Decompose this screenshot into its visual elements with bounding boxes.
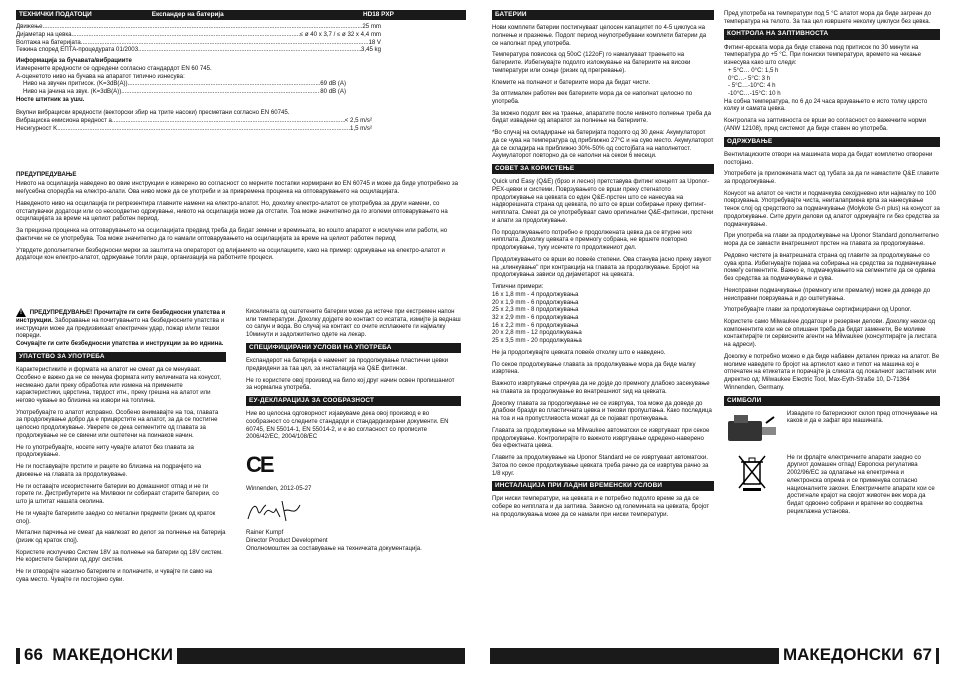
vibration-text: Вкупни вибрациски вредности (векторски збир на трите насоки) пресметани согласно EN 60745.	[16, 109, 290, 117]
spec-row-label: Вибрациска емисиона вредност a	[16, 117, 112, 125]
spec-row-label: Несигурност K	[16, 124, 58, 132]
paragraph: Не ги оставајте искористените батерии во домашниот отпад и не ги горете ги. Дистрибутерите на Милвоки ги собираат старите батерии, со што ја штитат нашата околина.	[16, 482, 219, 506]
paragraph: 32 x 2,9 mm - 6 продолжувања	[492, 314, 579, 322]
seal-text-2: На собна температура, по 6 до 24 часа врзувањето е исто толку цврсто колку и самата цевка.	[724, 97, 928, 113]
left-page-col-1	[16, 10, 466, 266]
paragraph: За прецизна проценка на оптоварувањето на осцилацијата предвид треба да бидат земени и времињата, во кошто апаратот е исклучен или работи, но фактички не се употребува. Тоа може значително да го намали оптоварувањето на осцилацијата за време на целиот работен период	[16, 227, 448, 242]
paragraph: Употребувајте глави за продолжување сертифицирани од Uponor.	[724, 306, 912, 314]
tech-data-model: HD18 PXP	[363, 11, 394, 18]
symbol-row-weee	[724, 454, 940, 516]
paragraph: Не ги чувајте батериите заедно со метални предмети (ризик од краток спој).	[16, 509, 216, 525]
spec-row-value: 69 dB (A)	[320, 80, 346, 88]
paragraph: Метални парчиња не смеат да навлезат во делот за полнење на батерија (ризик од краток спој).	[16, 529, 226, 545]
paragraph: Карактеристиките и формата на алатот не смеат да се менуваат. Особено е важно да не се менува формата ниту величината на конусот, несмеано дали преку обработка или измена на примените карактеристики, цврстина, тврдост итн., преку грешна на алатот или негово чување во близина на извори на топлина.	[16, 366, 221, 404]
spec-row-label: Ниво на јачина на звук. (K=3dB(A))	[23, 88, 122, 95]
spec-text: Експандерот на батерија е наменет за продолжување пластични цевки предвидени за таа цел, за инсталација на Q&E фитинзи.	[246, 357, 449, 372]
symbol-row-battery	[724, 410, 940, 448]
noise-text: Измерените вредности се одредени согласно стандардот EN 60 745.	[16, 64, 212, 72]
battery-remove-icon	[724, 410, 779, 448]
tech-rows	[16, 23, 381, 54]
tech-data-title: ТЕХНИЧКИ ПОДАТОЦИ	[19, 11, 92, 18]
advice-header: СОВЕТ ЗА КОРИСТЕЊЕ	[492, 164, 714, 174]
paragraph: Главите за продолжување на Uponor Standard не се извртуваат автоматски. Затоа по секое продолжување цевката треба рачно да се извртува рачно за 1/8 круг.	[492, 454, 709, 477]
paragraph: Употребете ја приложената маст од тубата за да ги намастите Q&E главите за продолжување.	[724, 170, 939, 185]
spec-row-value: 3,45 kg	[361, 46, 381, 54]
spec-row-value: 80 dB (A)	[320, 88, 346, 95]
caution-block	[16, 308, 226, 348]
paragraph: Клемите на полначот и батериите мора да бидат чисти.	[492, 78, 651, 86]
spec-row	[16, 39, 381, 47]
paragraph: Не ја продолжувајте цевката повеќе отколку што е наведено.	[492, 348, 666, 356]
spec-row-value: 1,5 m/s²	[349, 124, 372, 132]
paragraph: 20 x 2,8 mm - 12 продолжувања	[492, 329, 582, 337]
place-date: Winnenden, 2012-05-27	[246, 485, 312, 492]
spec-row-leader	[57, 125, 350, 133]
spec-row-label: Движење	[16, 23, 43, 31]
cold-header: ИНСТАЛАЦИЈА ПРИ ЛАДНИ ВРЕМЕНСКИ УСЛОВИ	[492, 481, 714, 491]
spec-header: СПЕЦИФИЦИРАНИ УСЛОВИ НА УПОТРЕБА	[246, 343, 461, 353]
left-language-label: МАКЕДОНСКИ	[52, 645, 174, 664]
paragraph: Нивото на осцилација наведено во овие инструкции е измерено во согласност со мерните постапки нормирани во EN 60745 и може да биде употребено за меѓусебна споредба на електро-алати. Ова ниво може да се употреби и за привремена проценка на оптоварувањето на осцилацијата.	[16, 180, 459, 196]
paragraph: Quick und Easy (Q&E) (брзо и лесно) претставува фитинг концепт за Uponor-PEX-цевки и системи. Поврзувањето се врши преку стегнатото продолжување на цевката со еден Q&E-прстен што се нанесува на надворешната страна од цевката, по што се врши собирање преку фитинг-нипплата. Смеат да се употребуваат само оригинални Q&E-фитинзи, прстени и алати за продолжување.	[492, 178, 714, 224]
paragraph: + 5°C… 0°C: 1,5 h	[728, 66, 779, 74]
spec-row	[16, 125, 372, 133]
seal-text-3: Контролата на заптивноста се врши во согласност со важечките норми (ANW 12108), пред системот да биде ставен во употреба.	[724, 117, 926, 132]
paragraph: Користете само Milwaukee додатоци и резервни делови. Доколку некои од компонентите кои не се опишани треба да бидат заменети, Ве молиме контактирајте ги сервисните агенти на Milwaukee (консултирајте ја листата на адреси).	[724, 318, 937, 349]
cold-text: При ниски температури, на цевката и е потребно подолго време за да се собере во нипплата и да заптива. Зависно од големината на цевката, бројот на продолжувања може да се намали при ниски температури.	[492, 495, 710, 518]
caution-bold: Прочитајте ги сите безбедносни упатства и инструкции.	[16, 309, 226, 324]
maintenance-paras	[724, 151, 940, 392]
paragraph: -10°C…-15°C: 10 h	[728, 90, 781, 97]
spec-row	[16, 31, 381, 39]
paragraph: Главата за продолжување на Milwaukee автоматски се извртуваат при секое продолжување. Контролирајте го важното извртување одредено-наверено без ефектната цевка.	[492, 426, 710, 450]
paragraph: Употребувајте го алатот исправно. Особено внимавајте на тоа, главата за продолжување добро да е прицврстите на алатот, за да се постигне целосно продолжување. Уверете се дека сегментите од главата за продолжување не се свиени или оштетени на поинаков начин.	[16, 408, 219, 439]
paragraph: 25 x 2,3 mm - 8 продолжувања	[492, 306, 579, 314]
symbol-text-battery: Извадете го батерискиот склоп пред отпочнување на каков и да е зафат врз машината.	[787, 409, 938, 425]
caution-keep: Сочувајте ги сите безбедносни упатства и инструкции за во иднина.	[16, 340, 224, 348]
paragraph: Не ги отворајте насилно батериите и полначите, и чувајте ги само на сува место. Чувајте ги постојано суви.	[16, 568, 212, 583]
left-footer-label	[20, 645, 177, 665]
spec-row-label: Тежина според ЕПТА-процедурата 01/2003	[16, 46, 139, 54]
spec-row-leader	[81, 39, 369, 47]
paragraph: Температура повисока од 50оС (122оF) го намалуваат траењето на батериите. Избегнувајте подолго изложување на батериите на високи температури или сонце (ризик од прегревање).	[492, 51, 691, 74]
paragraph: 16 x 1,8 mm - 4 продолжувања	[492, 290, 579, 298]
left-page-col-a	[16, 308, 226, 588]
paragraph: Не ги поставувајте прстите и рацете во близина на подрачјето на движење на главата за продолжување.	[16, 463, 202, 478]
acid-warning: Киселината од оштетените батерии може да истече при екстремен напон или температури. Доколку дојдете во контакт со исатата, измијте ја веднаш со сапун и вода. Во случај на контакт со очите исплакнете ги најмалку 10минути и задолжително одете на лекар.	[246, 308, 461, 339]
seal-header: КОНТРОЛА НА ЗАПТИВНОСТА	[724, 29, 940, 39]
paragraph: Продолжувањето се врши во повеќе степени. Ова станува јасно преку звукот на „клинкување" при контракција на главата за продолжување. Бројот на продолжувања зависи од дијаметарот на цевката.	[492, 255, 712, 279]
tech-data-product: Експандер на батерија	[151, 11, 224, 18]
warning-paras	[16, 180, 464, 262]
signer-role: Director Product Development	[246, 537, 328, 545]
caution-text: Заборавање на почитувањето на безбедносните упатства и инструкции може да предизвикаат електричен удар, пожар и/или тешки повреди.	[16, 317, 225, 340]
spec-row-value: ≤ ø 40 x 3,7 / ≤ ø 32 x 4,4 mm	[299, 30, 381, 38]
spec-row	[23, 88, 346, 96]
paragraph: Вентилациските отвори на машината мора да бидат комплетно отворени постојано.	[724, 150, 933, 166]
seal-times	[724, 67, 940, 98]
batteries-header: БАТЕРИИ	[492, 10, 714, 20]
paragraph: 25 x 3,5 mm - 20 продолжувања	[492, 337, 582, 345]
vib-rows	[16, 117, 372, 132]
usage-header: УПАТСТВО ЗА УПОТРЕБА	[16, 352, 226, 362]
spec-row-leader	[121, 88, 320, 96]
spec-row	[16, 23, 381, 31]
batteries-paras	[492, 24, 714, 160]
right-language-label: МАКЕДОНСКИ	[782, 645, 904, 664]
signer-name: Rainer Kumpf	[246, 529, 284, 537]
warning-title: ПРЕДУПРЕДУВАЊЕ	[16, 170, 77, 178]
spec-row	[23, 80, 346, 88]
usage-paras	[16, 366, 226, 584]
right-page-number: 67	[913, 645, 932, 664]
paragraph: Редовно чистете ја внатрешната страна од главите за продолжување со сува крпа. Избегнувајте појава на собирања на средства за подмачкување помеѓу сегментите. Важно е, подмачкувањето на сегментите да се одвива без средства за подмачкување и сува.	[724, 251, 937, 283]
spec-row-value: < 2,5 m/s²	[344, 117, 372, 125]
weee-bin-icon	[724, 454, 779, 492]
spec-row-label: Волтажа на батеријата	[16, 38, 81, 46]
spec-row-leader	[128, 80, 321, 88]
ce-mark: CE	[246, 452, 273, 478]
paragraph: По продолжувањето потребно е продолжената цевка да се втурне низ нипплата. Доколку цевката е премногу собрана, не вршете повторно продолжување, туку исечете го продолжениот дел.	[492, 228, 692, 252]
spec-row	[16, 117, 372, 125]
paragraph: По секое продолжување главата за продолжување мора да биде малку извртена.	[492, 360, 696, 376]
paragraph: - 5°C…-10°C: 4 h	[728, 82, 776, 90]
spec-row-value: 25 mm	[362, 23, 381, 31]
paragraph: Конусот на алатот се чисти и подмачкува секојдневно или најмалку по 100 поврзувања. Употребувајте чиста, неиталаприкна крпа за нанесување тенок слој од средството за подмачкување (Molykote G-n plus) на конусот за продолжување. Сите други делови од алатот одржувајте ги без средства за подмачкување.	[724, 189, 940, 228]
spec-row-value: 18 V	[368, 38, 381, 46]
paragraph: Доколку е потребно можно е да биде набавен детален приказ на алатот. Ве молиме наведете го бројот на артиклот како и типот на машина кој е отпечатен на етикетата и порачајте ја сликата од локалниот застапник или директно од: Milwaukee Electric Tool, Max-Eyth-Straße 10, D-71364 Winnenden, Germany.	[724, 352, 940, 391]
examples-title: Типични примери:	[492, 283, 544, 291]
signature-image	[246, 497, 306, 525]
right-page-col-1	[492, 10, 714, 523]
paragraph: 16 x 2,2 mm - 6 продолжувања	[492, 321, 579, 329]
right-page-col-2	[724, 10, 940, 522]
paragraph: *Во случај на складирање на батеријата подолго од 30 дена: Акумулаторот да се чува на температура од приближно 27°C и на суво место. Акумулаторот да се складира на приближно 30%-50% од состојбата на наполнетост. Акумулаторот повторно да се наполни на секои 6 месеци.	[492, 129, 714, 160]
spec-row-leader	[138, 46, 361, 54]
paragraph: Важното извртување спречува да не дојде до премногу длабоко засекување на главата за продолжување во внатрешниот ѕид на цевката.	[492, 380, 710, 395]
eu-header: ЕУ-ДЕКЛАРАЦИЈА ЗА СООБРАЗНОСТ	[246, 396, 461, 406]
caution-label: ПРЕДУПРЕДУВАЊЕ!	[29, 309, 93, 317]
paragraph: Наведеното ниво на осцилација ги репрезентира главните намени на електро-алатот. Но, доколку електро-алатот се употребува за други намени, со отстапувачки додатоци или со несоодветно одржување, нивото на осцилација може да отстапи. Тоа може значително да го зголеми оптоварувањето на осцилацијата за време на целиот работен период.	[16, 199, 448, 223]
examples-list	[492, 291, 714, 345]
spec-row-label: Ниво на звучен притисок. (K=3dB(A))	[23, 80, 128, 88]
spec-text-2: Не го користете овој производ на било кој друг начин освен пропишаниот за нормална употреба.	[246, 376, 455, 392]
paragraph: 0°C…- 5°C: 3 h	[728, 74, 771, 82]
spec-row	[16, 46, 381, 54]
tech-data-header	[16, 10, 466, 20]
spec-row-leader	[43, 23, 363, 31]
noise-rows	[16, 80, 346, 95]
signer-authorization: Ополномоштен за составување на техничката документација.	[246, 544, 422, 552]
paragraph: Користете исклучиво Систем 18V за полнење на батерии од 18V систем. Не користете батерии од друг систем.	[16, 548, 223, 564]
symbols-header: СИМБОЛИ	[724, 396, 940, 406]
paragraph: При употреба на глави за продолжување на Uponor Standard дополнително мора да се замасти внатрешниот прстен на главата за продолжување.	[724, 232, 939, 248]
left-page-col-b	[246, 308, 461, 553]
paragraph: Утврдете дополнителни безбедносни мерки за заштита на операторот од влијанието на осцилациите, како на пример: одржување на електро-алатот и додатоци кон електро-алатот, одржување топли раце, организација на работните процеси.	[16, 246, 445, 262]
ear-protection: Носте штитник за ушu.	[16, 95, 85, 103]
seal-text: Фитинг-врската мора да биде ставена под притисок по 30 минути на температура до +5 °C. При пониски температури, времето на чекање изнесува како што следи:	[724, 43, 921, 67]
paragraph: За оптимален работен век батериите мора да се наполнат целосно по употреба.	[492, 90, 693, 105]
right-footer-label	[779, 645, 936, 665]
advice-paras	[492, 178, 714, 279]
maintenance-header: ОДРЖУВАЊЕ	[724, 137, 940, 147]
paragraph: Неисправни подмачкување (премногу или премалку) може да доведе до неисправни поврзувања и до оштетувања.	[724, 286, 931, 302]
spec-row-leader	[112, 117, 345, 125]
eu-text: Ние во целосна одговорност изјавуваме дека овој производ е во сообразност со следните стандарди и стандардизирани документи. EN 60745, EN 55014-1, EN 55014-2, и е во согласност со прописите 2006/42/EC, 2004/108/EC	[246, 410, 449, 441]
paragraph: За можно подолг век на траење, апаратите после нивното полнење треба да бидат извадени од апаратот за полнење на батериите.	[492, 109, 711, 125]
noise-title: Информација за бучавата/вибрациите	[16, 57, 132, 65]
left-page-number: 66	[24, 645, 43, 664]
advice-paras-2	[492, 349, 714, 477]
noise-sub: A-оценетото ниво на бучава на апаратот типично изнесува:	[16, 72, 185, 80]
warning-triangle-icon: !	[16, 308, 26, 317]
paragraph: Не го употребувајте, носете ниту чувајте алатот без главата за продолжување.	[16, 443, 194, 459]
symbol-text-weee: Не ги фрлајте електричните апарати заедно со другиот домашен отпад! Европска регулатива 2002/96/EC за одлагање на електрична и електронска опрема и се применува согласно националните закони. Електричните апарати кои се достигнале крајот на својот животен век мора да бидат одвоено собрани и вратени во соодветна рециклажна установа.	[787, 453, 935, 515]
paragraph: Доколку главата за продолжување не се извртува, тоа може да доведе до длабоки бразди во пластичната цевка и текови пропуштања. Како последица на тоа и на пропустливоста можат да се појават протекувања.	[492, 399, 712, 423]
spec-row-label: Дијаметар на цевка	[16, 30, 72, 38]
paragraph: 20 x 1,9 mm - 6 продолжувања	[492, 298, 579, 306]
spec-row-leader	[72, 31, 300, 39]
cold-text-2: Пред употреба на температури под 5 °C алатот мора да биде загреан до температура на телото. За таа цел извршете неколку циклуси без цевка.	[724, 10, 932, 25]
paragraph: Нови комплети батерии постигнуваат целосен капацитет по 4-5 циклуса на полнење и празнење. Подолг период неупотребувани комплети батерии да се наполнат пред употреба.	[492, 24, 707, 47]
